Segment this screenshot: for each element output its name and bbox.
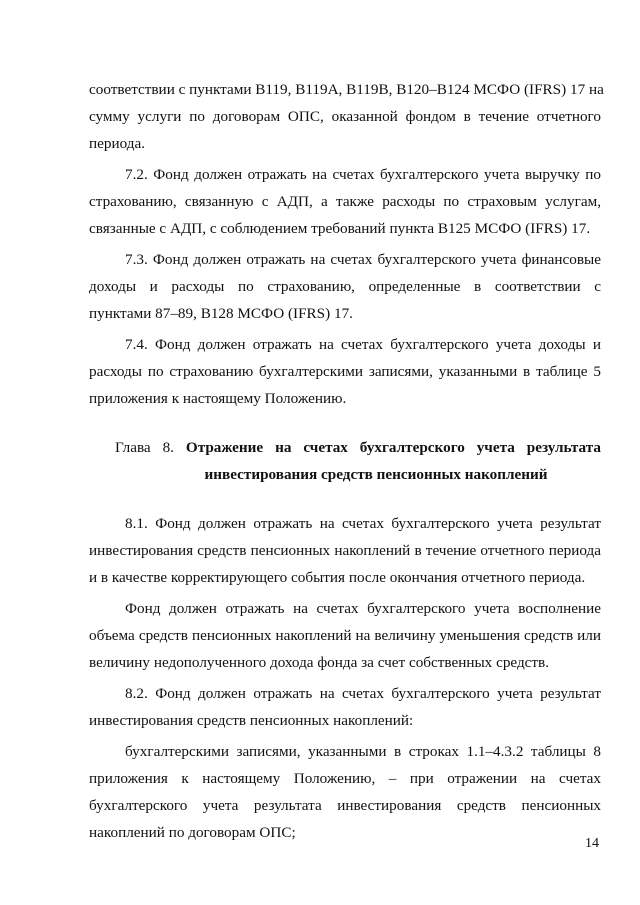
- chapter-title-line-2: инвестирования средств пенсионных накоплений: [204, 466, 548, 483]
- text-line: величину недополученного дохода фонда за счет собственных средств.: [89, 654, 550, 671]
- chapter-heading-line-1: [89, 434, 601, 461]
- text-line: инвестирования средств пенсионных накоплений в течение отчетного периода: [89, 542, 601, 559]
- chapter-heading: [89, 434, 601, 488]
- text-line: сумму услуги по договорам ОПС, оказанной фондом в течение отчетного: [89, 108, 601, 125]
- paragraph-7-3: [89, 246, 601, 327]
- text-line: 7.3. Фонд должен отражать на счетах бухгалтерского учета финансовые: [125, 251, 601, 268]
- text-line: приложения к настоящему Положению, – при отражении на счетах: [89, 770, 601, 787]
- text-line: связанные с АДП, с соблюдением требований пункта В125 МСФО (IFRS) 17.: [89, 220, 591, 237]
- document-body: [89, 76, 604, 846]
- text-line: 7.4. Фонд должен отражать на счетах бухгалтерского учета доходы и: [125, 336, 601, 353]
- text-line: приложения к настоящему Положению.: [89, 390, 347, 407]
- text-line: 7.2. Фонд должен отражать на счетах бухгалтерского учета выручку по: [125, 166, 601, 183]
- paragraph-8-1-b: [89, 595, 601, 676]
- chapter-prefix: Глава 8.: [115, 439, 174, 456]
- paragraph-7-4: [89, 331, 601, 412]
- text-line: периода.: [89, 135, 146, 152]
- chapter-title-line-1: Отражение на счетах бухгалтерского учета результата: [185, 439, 601, 456]
- paragraph-intro: [89, 76, 604, 157]
- page-number: 14: [585, 836, 599, 851]
- paragraph-8-2-a: [89, 738, 601, 846]
- paragraph-7-2: [89, 161, 601, 242]
- text-line: соответствии с пунктами В119, В119А, В119В, В120–В124 МСФО (IFRS) 17 на: [89, 81, 604, 98]
- text-line: инвестирования средств пенсионных накоплений:: [89, 712, 414, 729]
- text-line: бухгалтерскими записями, указанными в строках 1.1–4.3.2 таблицы 8: [125, 743, 601, 760]
- paragraph-8-1: [89, 510, 601, 591]
- text-line: и в качестве корректирующего события после окончания отчетного периода.: [89, 569, 586, 586]
- paragraph-8-2: [89, 680, 601, 734]
- text-line: страхованию, связанную с АДП, а также расходы по страховым услугам,: [89, 193, 601, 210]
- text-line: накоплений по договорам ОПС;: [89, 824, 296, 841]
- text-line: 8.2. Фонд должен отражать на счетах бухгалтерского учета результат: [125, 685, 601, 702]
- text-line: объема средств пенсионных накоплений на величину уменьшения средств или: [89, 627, 601, 644]
- text-line: бухгалтерского учета результата инвестирования средств пенсионных: [89, 797, 601, 814]
- text-line: пунктами 87–89, В128 МСФО (IFRS) 17.: [89, 305, 353, 322]
- text-line: расходы по страхованию бухгалтерскими записями, указанными в таблице 5: [89, 363, 601, 380]
- text-line: 8.1. Фонд должен отражать на счетах бухгалтерского учета результат: [125, 515, 601, 532]
- text-line: Фонд должен отражать на счетах бухгалтерского учета восполнение: [125, 600, 601, 617]
- text-line: доходы и расходы по страхованию, определенные в соответствии с: [89, 278, 601, 295]
